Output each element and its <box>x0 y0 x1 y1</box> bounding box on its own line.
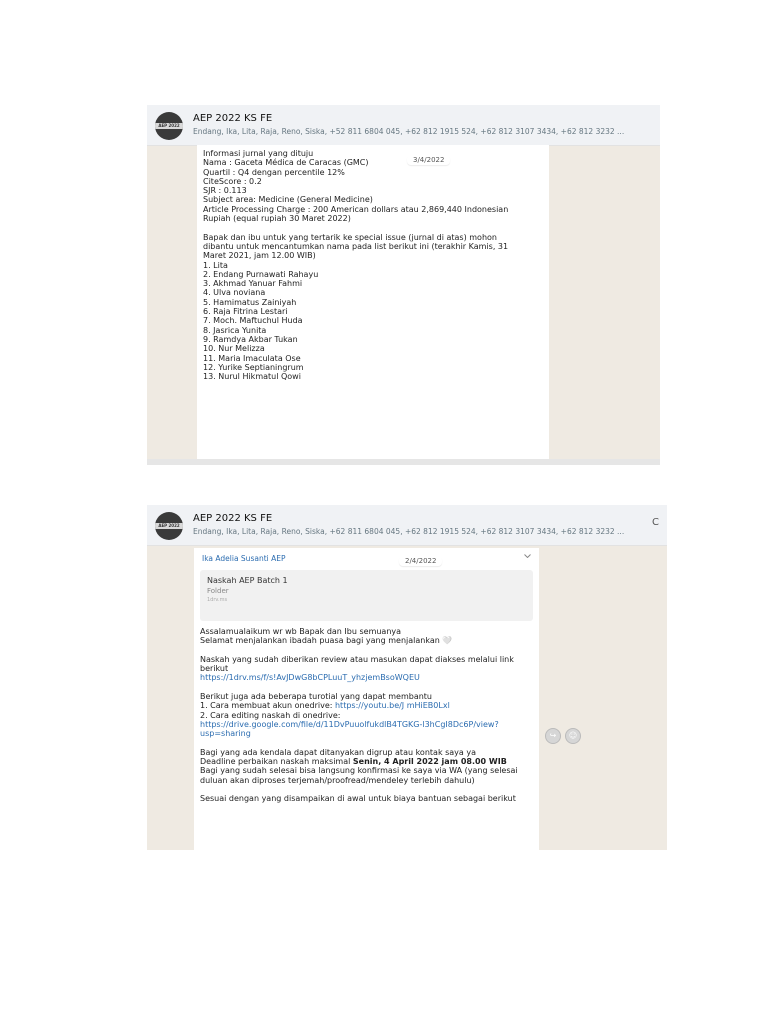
message-line <box>200 794 533 803</box>
reaction-icon[interactable]: ☺ <box>565 728 581 744</box>
message-text <box>203 149 508 381</box>
chat-header[interactable] <box>147 105 660 146</box>
message-line <box>200 692 533 701</box>
group-members: Endang, Ika, Lita, Raja, Reno, Siska, +52 811 6804 045, +62 812 1915 524, +62 812 3107 3434, +62 812 3232 ... <box>193 127 625 136</box>
message-line: 9. Ramdya Akbar Tukan <box>203 334 298 344</box>
message-line <box>200 766 533 775</box>
message-line: 3. Akhmad Yanuar Fahmi <box>203 279 303 289</box>
blank-line <box>203 223 508 232</box>
message-bubble <box>194 548 539 850</box>
scroll-strip <box>147 459 660 465</box>
message-line: 11. Maria Imaculata Ose <box>203 353 301 363</box>
message-line: Article Processing Charge : 200 American dollars atau 2,869,440 Indonesian <box>203 204 509 214</box>
blank-line <box>200 683 533 692</box>
message-line-text[interactable]: usp=sharing <box>200 729 251 739</box>
message-link[interactable] <box>200 673 533 682</box>
message-line: Maret 2021, jam 12.00 WIB) <box>203 251 316 261</box>
message-line: Subject area: Medicine (General Medicine) <box>203 195 373 205</box>
quoted-folder-preview[interactable] <box>200 570 533 621</box>
message-line <box>200 655 533 664</box>
message-line-text[interactable]: https://drive.google.com/file/d/11DvPuuolfukdlB4TGKG-l3hCgI8Dc6P/view? <box>200 719 499 729</box>
message-line: 8. Jasrica Yunita <box>203 325 267 335</box>
message-line: Bapak dan ibu untuk yang tertarik ke special issue (jurnal di atas) mohon <box>203 232 497 242</box>
chat-header[interactable] <box>147 505 667 546</box>
message-line: 13. Nurul Hikmatul Qowi <box>203 372 301 382</box>
group-avatar[interactable]: AEP 2022 <box>155 512 183 540</box>
group-avatar[interactable]: AEP 2022 <box>155 112 183 140</box>
deadline-text: Senin, 4 April 2022 jam 08.00 WIB <box>352 757 507 767</box>
message-line-text: Berikut juga ada beberapa turotial yang dapat membantu <box>200 692 432 702</box>
message-line <box>200 776 533 785</box>
date-label: 2/4/2022 <box>399 556 442 566</box>
message-link[interactable]: https://youtu.be/J mHiEB0Lxl <box>334 701 450 711</box>
message-line <box>200 748 533 757</box>
group-members: Endang, Ika, Lita, Raja, Reno, Siska, +62 811 6804 045, +62 812 1915 524, +62 812 3107 3434, +62 812 3232 ... <box>193 527 625 536</box>
message-bubble <box>197 145 549 465</box>
message-line-text: Deadline perbaikan naskah maksimal <box>200 757 353 767</box>
message-link[interactable] <box>200 720 533 729</box>
message-line <box>200 711 533 720</box>
message-line: 1. Lita <box>203 260 228 270</box>
date-label: 3/4/2022 <box>407 155 450 165</box>
message-line-text: Sesuai dengan yang disampaikan di awal untuk biaya bantuan sebagai berikut <box>200 794 516 804</box>
group-name: AEP 2022 KS FE <box>193 513 273 524</box>
quote-title: Naskah AEP Batch 1 <box>207 576 288 585</box>
message-line <box>200 664 533 673</box>
forward-icon[interactable]: ↪ <box>545 728 561 744</box>
message-line <box>200 636 533 645</box>
message-line: 12. Yurike Septianingrum <box>203 362 304 372</box>
message-line: 6. Raja Fitrina Lestari <box>203 307 288 317</box>
blank-line <box>200 785 533 794</box>
message-line: Quartil : Q4 dengan percentile 12% <box>203 167 345 177</box>
blank-line <box>200 646 533 655</box>
sender-name[interactable]: Ika Adelia Susanti AEP <box>202 554 286 563</box>
message-line: CiteScore : 0.2 <box>203 176 262 186</box>
message-line-text: Selamat menjalankan ibadah puasa bagi yang menjalankan 🤍 <box>200 636 453 646</box>
message-line: SJR : 0.113 <box>203 186 247 196</box>
message-link[interactable] <box>200 729 533 738</box>
quote-meta: 1drv.ms <box>207 597 228 603</box>
chat-screenshot-1 <box>147 105 660 465</box>
message-line: 2. Endang Purnawati Rahayu <box>203 269 319 279</box>
message-line-text: berikut <box>200 664 229 674</box>
message-line-text: Bagi yang sudah selesai bisa langsung konfirmasi ke saya via WA (yang selesai <box>200 766 518 776</box>
message-line-text: 1. Cara membuat akun onedrive: <box>200 701 335 711</box>
message-line <box>200 757 533 766</box>
group-name: AEP 2022 KS FE <box>193 113 273 124</box>
message-line: dibantu untuk mencantumkan nama pada list berikut ini (terakhir Kamis, 31 <box>203 241 509 251</box>
message-line <box>200 701 533 710</box>
message-line: 10. Nur Melizza <box>203 344 265 354</box>
quote-type: Folder <box>207 587 229 595</box>
message-line-text[interactable]: https://1drv.ms/f/s!AvJDwG8bCPLuuT_yhzjemBsoWQEU <box>200 673 420 683</box>
message-line-text: Bagi yang ada kendala dapat ditanyakan digrup atau kontak saya ya <box>200 747 476 757</box>
edge-letter: C <box>652 517 659 528</box>
message-line: 5. Hamimatus Zainiyah <box>203 297 297 307</box>
message-line-text: duluan akan diproses terjemah/proofread/mendeley terlebih dahulu) <box>200 775 475 785</box>
message-line-text: 2. Cara editing naskah di onedrive: <box>200 710 341 720</box>
message-line <box>200 627 533 636</box>
chat-screenshot-2 <box>147 505 667 850</box>
message-line-text: Assalamualaikum wr wb Bapak dan Ibu semuanya <box>200 627 402 636</box>
message-line: Rupiah (equal rupiah 30 Maret 2022) <box>203 214 351 224</box>
chevron-down-icon[interactable] <box>524 554 531 558</box>
message-line-text: Naskah yang sudah diberikan review atau masukan dapat diakses melalui link <box>200 654 514 664</box>
message-text <box>200 627 533 804</box>
blank-line <box>200 739 533 748</box>
message-line: 7. Moch. Maftuchul Huda <box>203 316 303 326</box>
message-line: 4. Ulva noviana <box>203 288 266 298</box>
message-line: Nama : Gaceta Médica de Caracas (GMC) <box>203 158 369 168</box>
message-line: Informasi jurnal yang dituju <box>203 149 314 158</box>
